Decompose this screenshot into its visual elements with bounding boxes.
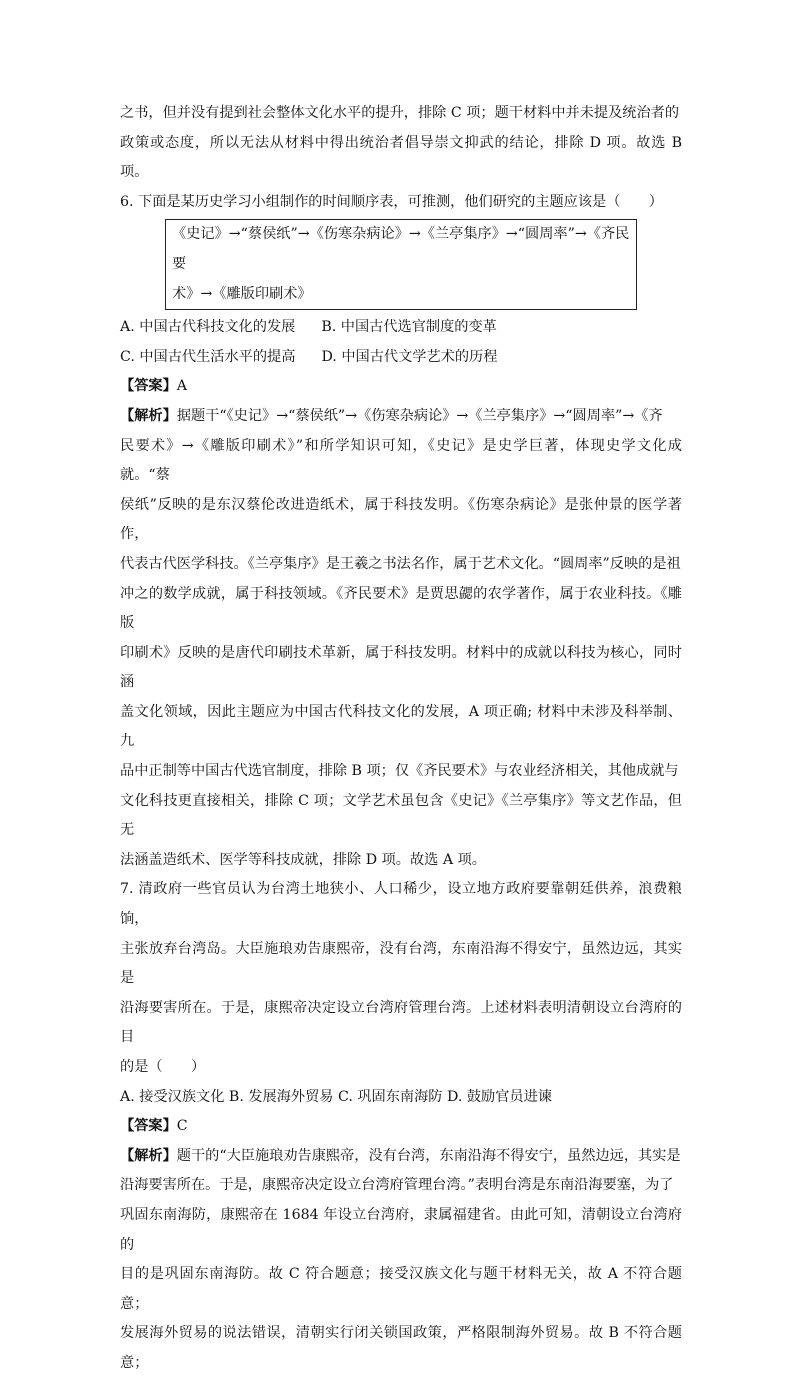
option-b: B. 中国古代选官制度的变革 bbox=[321, 319, 497, 336]
question-6-analysis-line: 【解析】据题干“《史记》→“蔡侯纸”→《伤寒杂病论》→《兰亭集序》→“圆周率”→《齐 bbox=[120, 407, 663, 424]
question-6-stem: 6. 下面是某历史学习小组制作的时间顺序表，可推测，他们研究的主题应该是（ ） bbox=[120, 193, 663, 210]
question-6-analysis-line: 盖文化领域，因此主题应为中国古代科技文化的发展，A 项正确; 材料中未涉及科举制、九 bbox=[120, 703, 682, 750]
answer-value: C bbox=[176, 1118, 188, 1135]
question-6-options-row-2 bbox=[120, 343, 682, 373]
question-6-sequence-box bbox=[165, 219, 637, 310]
question-7-analysis-line: 【解析】题干的“大臣施琅劝告康熙帝，没有台湾，东南沿海不得安宁，虽然边远，其实是 bbox=[120, 1147, 681, 1164]
question-6-answer bbox=[120, 372, 682, 402]
question-6-analysis-line: 代表古代医学科技。《兰亭集序》是王羲之书法名作，属于艺术文化。“圆周率”反映的是祖 bbox=[120, 555, 681, 572]
question-6-analysis-line: 民要术》→《雕版印刷术》”和所学知识可知，《史记》是史学巨著，体现史学文化成就。“蔡 bbox=[120, 437, 682, 484]
analysis-label: 【解析】 bbox=[120, 407, 177, 424]
question-7-analysis-line: 沿海要害所在。于是，康熙帝决定设立台湾府管理台湾。”表明台湾是东南沿海要塞，为了 bbox=[120, 1177, 674, 1194]
analysis-label: 【解析】 bbox=[120, 1147, 177, 1164]
question-7-analysis-line: 目的是巩固东南海防。故 C 符合题意；接受汉族文化与题干材料无关，故 A 不符合题意； bbox=[120, 1266, 682, 1312]
question-6-options-row-1 bbox=[120, 313, 682, 343]
question-7-analysis-line: 巩固东南海防，康熙帝在 1684 年设立台湾府，隶属福建省。由此可知，清朝设立台湾府的 bbox=[120, 1206, 682, 1253]
question-7-answer bbox=[120, 1112, 682, 1142]
question-6-analysis-line: 印刷术》反映的是唐代印刷技术革新，属于科技发明。材料中的成就以科技为核心，同时涵 bbox=[120, 644, 682, 691]
question-6-analysis-line: 侯纸”反映的是东汉蔡伦改进造纸术，属于科技发明。《伤寒杂病论》是张仲景的医学著作， bbox=[120, 496, 682, 543]
prev-explanation-line: 之书，但并没有提到社会整体文化水平的提升，排除 C 项；题干材料中并未提及统治者的 bbox=[120, 105, 680, 121]
prev-explanation-line: 政策或态度，所以无法从材料中得出统治者倡导崇文抑武的结论，排除 D 项。故选 B 项。 bbox=[120, 134, 682, 181]
option-d: D. 中国古代文学艺术的历程 bbox=[321, 348, 498, 365]
sequence-line: 《史记》→“蔡侯纸”→《伤寒杂病论》→《兰亭集序》→“圆周率”→《齐民要 bbox=[172, 226, 630, 272]
question-7-stem-line: 主张放弃台湾岛。大臣施琅劝告康熙帝，没有台湾，东南沿海不得安宁，虽然边远，其实是 bbox=[120, 940, 682, 987]
answer-label: 【答案】 bbox=[120, 1118, 177, 1135]
question-7-stem-line: 沿海要害所在。于是，康熙帝决定设立台湾府管理台湾。上述材料表明清朝设立台湾府的目 bbox=[120, 999, 682, 1046]
answer-value: A bbox=[176, 378, 188, 395]
question-7-stem-line: 的是（ ） bbox=[120, 1059, 206, 1075]
answer-label: 【答案】 bbox=[120, 378, 177, 395]
question-7-options: A. 接受汉族文化 B. 发展海外贸易 C. 巩固东南海防 D. 鼓励官员进谏 bbox=[120, 1088, 552, 1105]
question-7-stem-line: 7. 清政府一些官员认为台湾土地狭小、人口稀少，设立地方政府要靠朝廷供养，浪费粮饷， bbox=[120, 881, 682, 928]
option-c: C. 中国古代生活水平的提高 bbox=[120, 348, 296, 365]
page-content bbox=[120, 99, 682, 1379]
question-6-analysis-line: 文化科技更直接相关，排除 C 项；文学艺术虽包含《史记》《兰亭集序》等文艺作品，但无 bbox=[120, 792, 682, 839]
sequence-line: 术》→《雕版印刷术》 bbox=[172, 285, 312, 302]
question-7-analysis-line: 发展海外贸易的说法错误，清朝实行闭关锁国政策，严格限制海外贸易。故 B 不符合题意； bbox=[120, 1325, 682, 1371]
question-6-analysis-line: 品中正制等中国古代选官制度，排除 B 项；仅《齐民要术》与农业经济相关，其他成就与 bbox=[120, 763, 679, 780]
question-6-analysis-line: 法涵盖造纸术、医学等科技成就，排除 D 项。故选 A 项。 bbox=[120, 851, 486, 868]
question-6-analysis-line: 冲之的数学成就，属于科技领域。《齐民要术》是贾思勰的农学著作，属于农业科技。《雕版 bbox=[120, 585, 682, 632]
option-a: A. 中国古代科技文化的发展 bbox=[120, 319, 296, 336]
